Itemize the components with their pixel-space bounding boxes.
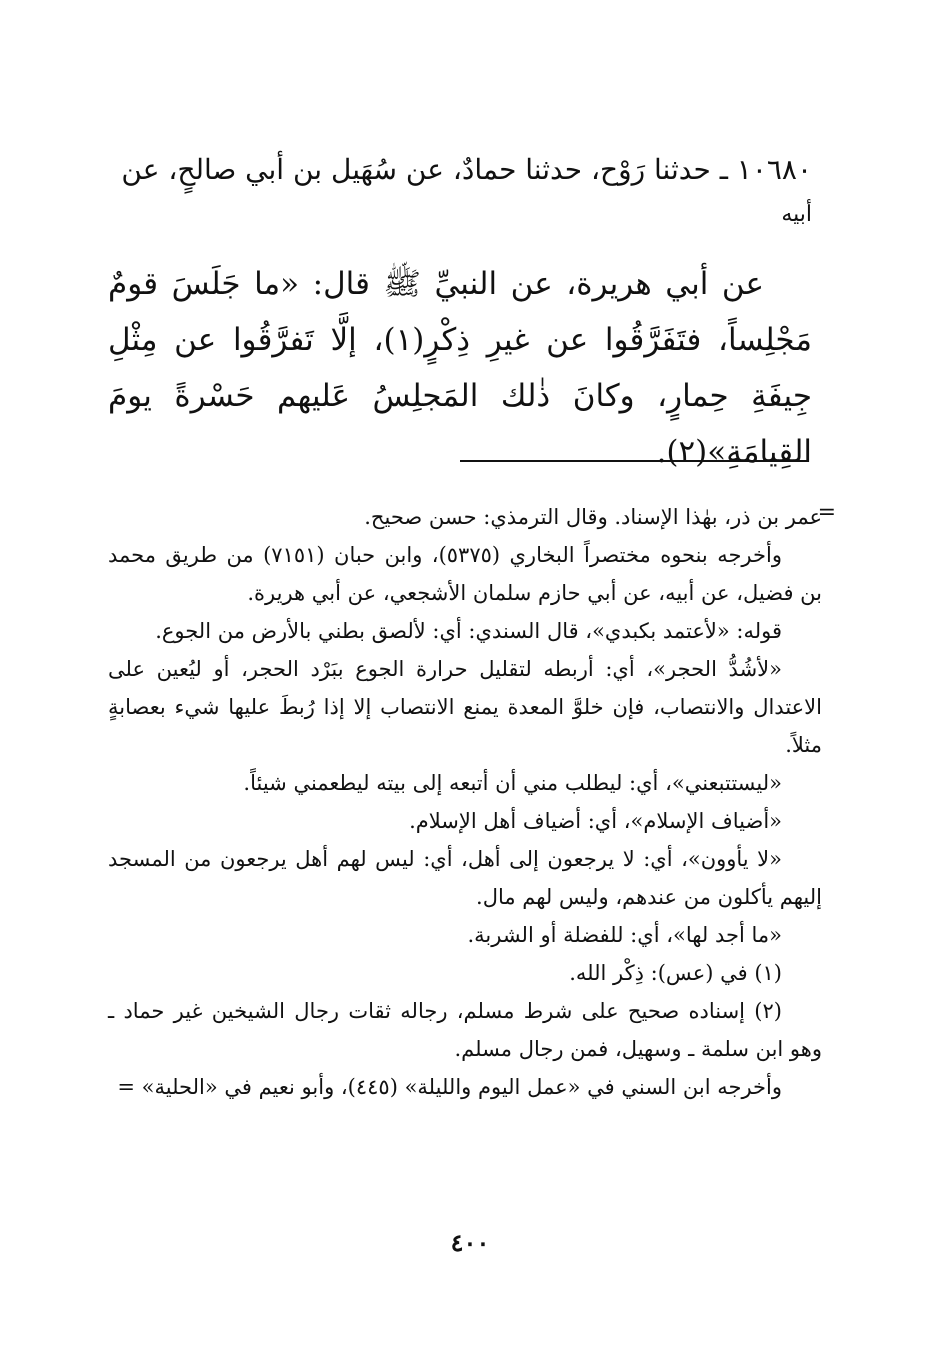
- footnote-separator: [460, 460, 807, 462]
- footnote-paragraph: قوله: «لأعتمد بكبدي»، قال السندي: أي: لألصق بطني بالأرض من الجوع.: [155, 619, 782, 643]
- hadith-text: عن أبي هريرة، عن النبيِّ ﷺ قال: «ما جَلَسَ قومٌ مَجْلِساً، فتَفَرَّقُوا عن غيرِ ذِكْرٍ(١)، إلَّا تَفرَّقُوا عن مِثْلِ جِيفَةِ حِمارٍ، وكانَ ذٰلك المَجلِسُ عَليهم حَسْرةً يومَ القِيامَةِ»(٢).: [108, 266, 812, 470]
- footnote-2: (٢) إسناده صحيح على شرط مسلم، رجاله ثقات رجال الشيخين غير حماد ـ وهو ابن سلمة ـ وسهيل، فمن رجال مسلم.: [108, 999, 822, 1061]
- footnote-paragraph: «أضياف الإسلام»، أي: أضياف أهل الإسلام.: [409, 809, 782, 833]
- footnote-paragraph: وأخرجه بنحوه مختصراً البخاري (٥٣٧٥)، وابن حبان (٧١٥١) من طريق محمد بن فضيل، عن أبيه، عن أبي حازم سلمان الأشجعي، عن أبي هريرة.: [108, 543, 822, 605]
- footnote-1: (١) في (عس): ذِكْر الله.: [569, 961, 782, 985]
- footnotes: [108, 498, 822, 1106]
- footnote-paragraph: «لا يأوون»، أي: لا يرجعون إلى أهل، أي: ليس لهم أهل يرجعون من المسجد إليهم يأكلون من عندهم، وليس لهم مال.: [108, 847, 822, 909]
- footnote-2-continuation: وأخرجه ابن السني في «عمل اليوم والليلة» (٤٤٥)، وأبو نعيم في «الحلية» =: [117, 1075, 782, 1099]
- footnote-paragraph: «لأشُدُّ الحجر»، أي: أربطه لتقليل حرارة الجوع ببَرْد الحجر، أو ليُعين على الاعتدال والانتصاب، فإن خلوَّ المعدة يمنع الانتصاب إلا إذا رُبطَ عليها شيء بعصابةٍ مثلاً.: [108, 657, 822, 757]
- page-number: ٤٠٠: [450, 1228, 490, 1257]
- footnote-paragraph: عمر بن ذر، بهٰذا الإسناد. وقال الترمذي: حسن صحيح.: [364, 505, 822, 529]
- continuation-mark: =: [817, 500, 836, 525]
- hadith-chain-line: ١٠٦٨٠ ـ حدثنا رَوْح، حدثنا حمادٌ، عن سُهَيل بن أبي صالحٍ، عن: [121, 153, 812, 186]
- hadith-chain-continuation: أبيه: [781, 202, 812, 227]
- footnote-paragraph: «ما أجد لها»، أي: للفضلة أو الشربة.: [467, 923, 782, 947]
- footnote-paragraph: «ليستتبعني»، أي: ليطلب مني أن أتبعه إلى بيته ليطعمني شيئاً.: [243, 771, 782, 795]
